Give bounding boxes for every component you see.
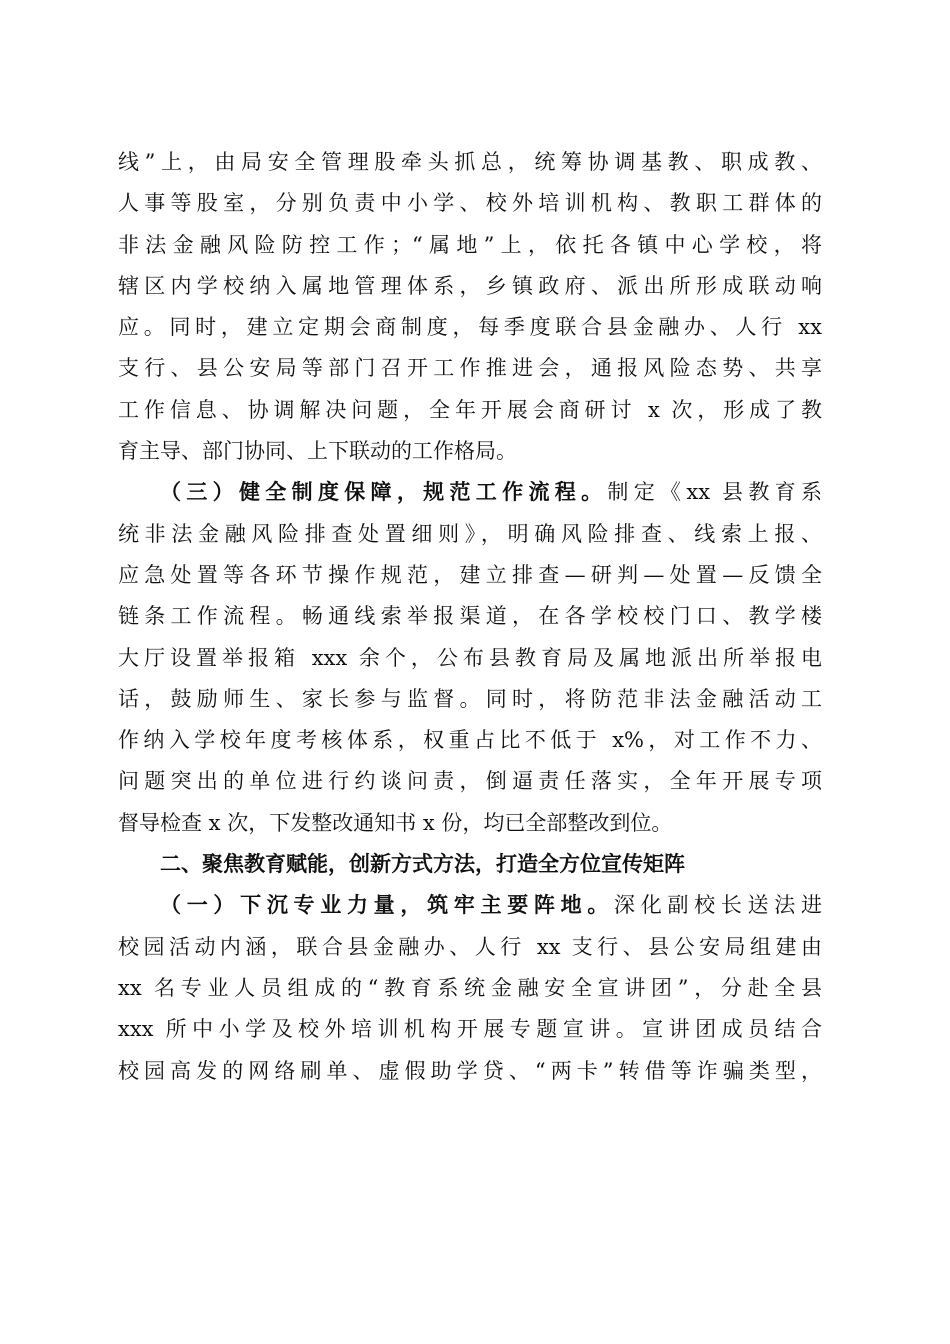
text-line: 人事等股室，分别负责中小学、校外培训机构、教职工群体的 xyxy=(118,191,822,216)
text-line: 育主导、部门协同、上下联动的工作格局。 xyxy=(118,439,517,464)
text-line: 线”上，由局安全管理股牵头抓总，统筹协调基教、职成教、 xyxy=(118,150,822,174)
section-heading: 二、聚焦教育赋能，创新方式方法，打造全方位宣传矩阵 xyxy=(160,852,685,877)
paragraph-lead-heading: （三）健全制度保障，规范工作流程。 xyxy=(160,480,608,505)
paragraph-first-line xyxy=(118,885,822,926)
text-line: xxx 所中小学及校外培训机构开展专题宣讲。宣讲团成员结合 xyxy=(118,1017,822,1042)
text-line: 校园活动内涵，联合县金融办、人行 xx 支行、县公安局组建由 xyxy=(118,934,822,959)
paragraph-1 xyxy=(118,142,822,472)
text-line: 应急处置等各环节操作规范，建立排查—研判—处置—反馈全 xyxy=(118,562,822,587)
document-body xyxy=(118,142,822,1092)
text-line: 非法金融风险防控工作；“属地”上，依托各镇中心学校，将 xyxy=(118,232,822,257)
text-line: 工作信息、协调解决问题，全年开展会商研讨 x 次，形成了教 xyxy=(118,397,822,422)
text-line: 支行、县公安局等部门召开工作推进会，通报风险态势、共享 xyxy=(118,356,822,381)
text-line: 应。同时，建立定期会商制度，每季度联合县金融办、人行 xx xyxy=(118,315,822,340)
paragraph-2 xyxy=(118,472,822,844)
paragraph-lead-heading: （一）下沉专业力量，筑牢主要阵地。 xyxy=(160,893,615,918)
text-line: 话，鼓励师生、家长参与监督。同时，将防范非法金融活动工 xyxy=(118,686,822,711)
text-line: xx 名专业人员组成的“教育系统金融安全宣讲团”，分赴全县 xyxy=(118,975,822,1000)
paragraph-first-line xyxy=(118,472,822,513)
paragraph-text: 深化副校长送法进 xyxy=(614,893,823,918)
text-line: 大厅设置举报箱 xxx 余个，公布县教育局及属地派出所举报电 xyxy=(118,645,822,670)
text-line: 校园高发的网络刷单、虚假助学贷、“两卡”转借等诈骗类型， xyxy=(118,1058,822,1083)
text-line: 链条工作流程。畅通线索举报渠道，在各学校校门口、教学楼 xyxy=(118,604,822,629)
text-line: 统非法金融风险排查处置细则》，明确风险排查、线索上报、 xyxy=(118,521,822,546)
text-line: 督导检查 x 次，下发整改通知书 x 份，均已全部整改到位。 xyxy=(118,810,673,835)
paragraph-3 xyxy=(118,885,822,1091)
text-line: 作纳入学校年度考核体系，权重占比不低于 x%，对工作不力、 xyxy=(118,728,822,753)
text-line: 辖区内学校纳入属地管理体系，乡镇政府、派出所形成联动响 xyxy=(118,273,822,298)
paragraph-text: 制定《xx 县教育系 xyxy=(607,480,822,505)
text-line: 问题突出的单位进行约谈问责，倒逼责任落实，全年开展专项 xyxy=(118,769,822,794)
